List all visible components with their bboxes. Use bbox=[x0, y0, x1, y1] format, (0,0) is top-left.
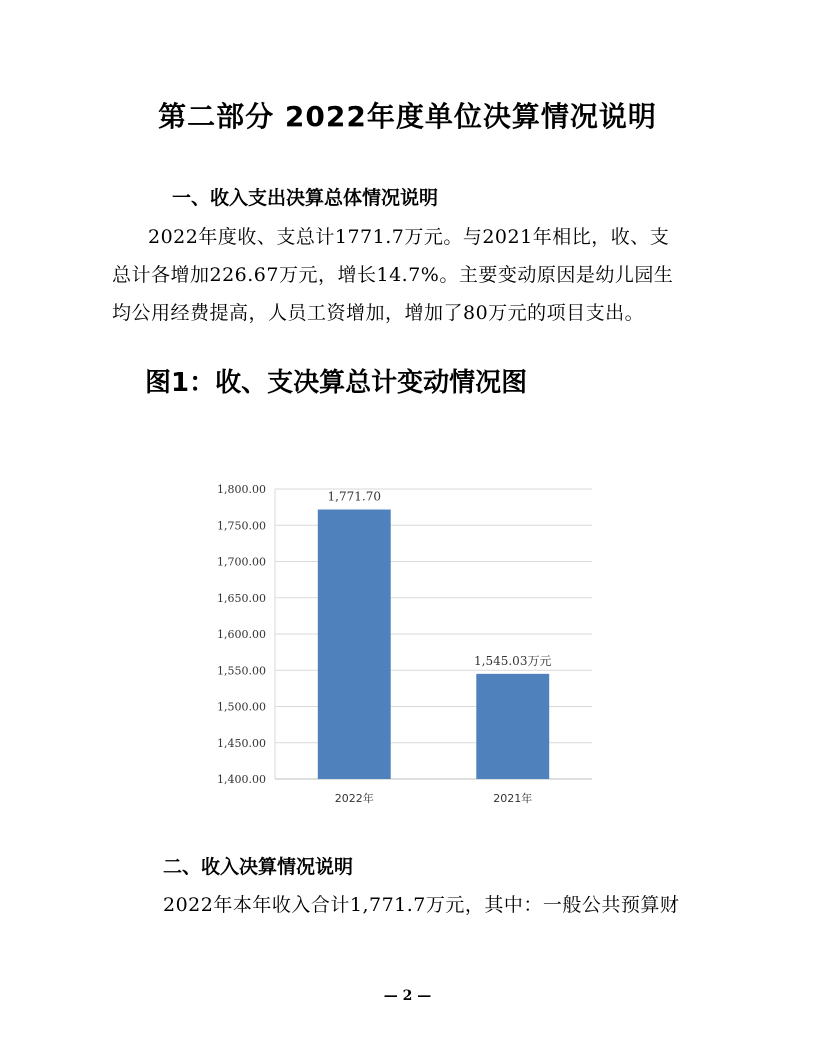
paragraph-line: 总计各增加226.67万元，增长14.7%。主要变动原因是幼儿园生 bbox=[112, 264, 674, 286]
page-title: 第二部分 2022年度单位决算情况说明 bbox=[158, 100, 657, 133]
data-label: 1,771.70 bbox=[327, 489, 381, 504]
paragraph-line: 均公用经费提高，人员工资增加，增加了80万元的项目支出。 bbox=[112, 302, 645, 324]
bar-chart bbox=[190, 470, 610, 820]
section-heading-1: 一、收入支出决算总体情况说明 bbox=[172, 187, 439, 209]
figure-title: 图1：收、支决算总计变动情况图 bbox=[145, 368, 528, 398]
x-tick-label: 2021年 bbox=[493, 792, 533, 805]
bar bbox=[476, 674, 549, 779]
section-heading-2: 二、收入决算情况说明 bbox=[163, 856, 354, 878]
bar bbox=[318, 510, 391, 779]
y-tick-label: 1,750.00 bbox=[217, 519, 266, 533]
y-tick-label: 1,500.00 bbox=[217, 700, 266, 714]
y-tick-label: 1,700.00 bbox=[217, 555, 266, 569]
y-tick-label: 1,450.00 bbox=[217, 736, 266, 750]
y-tick-label: 1,800.00 bbox=[217, 483, 266, 496]
y-tick-label: 1,650.00 bbox=[217, 591, 266, 605]
paragraph-line: 2022年度收、支总计1771.7万元。与2021年相比，收、支 bbox=[148, 226, 670, 248]
x-tick-label: 2022年 bbox=[334, 792, 374, 805]
y-tick-label: 1,550.00 bbox=[217, 664, 266, 678]
paragraph-line: 2022年本年收入合计1,771.7万元，其中：一般公共预算财 bbox=[163, 894, 680, 916]
page-number: — 2 — bbox=[383, 988, 432, 1004]
y-tick-label: 1,600.00 bbox=[217, 628, 266, 641]
data-label: 1,545.03万元 bbox=[474, 653, 552, 668]
y-tick-label: 1,400.00 bbox=[217, 773, 266, 786]
